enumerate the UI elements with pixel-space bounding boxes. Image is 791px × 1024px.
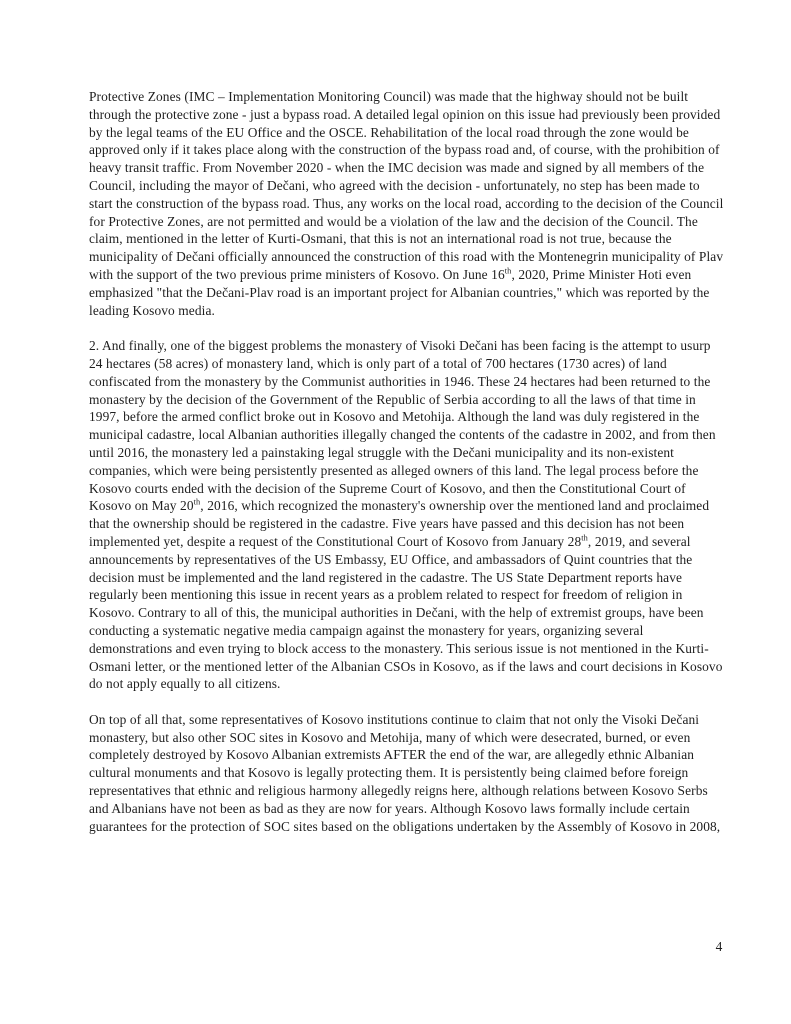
paragraph xyxy=(89,711,724,836)
text-run: , 2020, Prime Minister Hoti even emphasized "that the Dečani-Plav road is an important project for Albanian countries," which was reported by the leading Kosovo media. xyxy=(89,266,710,318)
text-run: , 2016, which recognized the monastery's ownership over the mentioned land and proclaimed that the ownership should be registered in the cadastre. Five years have passed and this decision has not been implemented yet, despite a request of the Constitutional Court of Kosovo from January 28 xyxy=(89,498,710,549)
superscript: th xyxy=(504,266,512,276)
text-run: Protective Zones (IMC – Implementation Monitoring Council) was made that the highway should not be built through the protective zone - just a bypass road. A detailed legal opinion on this issue had previously been provided by the legal teams of the EU Office and the OSCE. Rehabilitation of the local road through the zone would be approved only if it takes place along with the construction of the bypass road and, of course, with the prohibition of heavy transit traffic. From November 2020 - when the IMC decision was made and signed by all members of the Council, including the mayor of Dečani, who agreed with the decision - unfortunately, no step has been made to start the construction of the bypass road. Thus, any works on the local road, according to the decision of the Council for Protective Zones, are not permitted and would be a violation of the law and the decision of the Council. The claim, mentioned in the letter of Kurti-Osmani, that this is not an international road is not true, because the municipality of Dečani officially announced the construction of this road with the Montenegrin municipality of Plav with the support of the two previous prime ministers of Kosovo. On June 16 xyxy=(89,89,724,282)
text-run: , 2019, and several announcements by representatives of the US Embassy, EU Office, and ambassadors of Quint countries that the decision must be implemented and the land registered in the cadastre. The US State Department reports have regularly been mentioning this issue in recent years as a problem related to respect for freedom of religion in Kosovo. Contrary to all of this, the municipal authorities in Dečani, with the help of extremist groups, have been conducting a systematic negative media campaign against the monastery for years, organizing several demonstrations and even trying to block access to the monastery. This serious issue is not mentioned in the Kurti-Osmani letter, or the mentioned letter of the Albanian CSOs in Kosovo, as if the laws and court decisions in Kosovo do not apply equally to all citizens. xyxy=(89,533,723,692)
paragraph xyxy=(89,88,724,319)
superscript: th xyxy=(193,497,201,507)
paragraph xyxy=(89,337,724,693)
text-run: 2. And finally, one of the biggest problems the monastery of Visoki Dečani has been facing is the attempt to usurp 24 hectares (58 acres) of monastery land, which is only part of a total of 700 hectares (1730 acres) of land confiscated from the monastery by the Communist authorities in 1946. These 24 hectares had been returned to the monastery by the decision of the Government of the Republic of Serbia according to all the laws of that time in 1997, before the armed conflict broke out in Kosovo and Metohija. Although the land was duly registered in the municipal cadastre, local Albanian authorities illegally changed the contents of the cadastre in 2002, and from then until 2016, the monastery led a painstaking legal struggle with the Dečani municipality and its non-existent companies, which were being persistently presented as alleged owners of this land. The legal process before the Kosovo courts ended with the decision of the Supreme Court of Kosovo, and then the Constitutional Court of Kosovo on May 20 xyxy=(89,338,716,514)
page-number: 4 xyxy=(715,939,723,954)
page-text xyxy=(89,88,724,835)
text-run: On top of all that, some representatives of Kosovo institutions continue to claim that not only the Visoki Dečani monastery, but also other SOC sites in Kosovo and Metohija, many of which were desecrated, burned, or even completely destroyed by Kosovo Albanian extremists AFTER the end of the war, are allegedly ethnic Albanian cultural monuments and that Kosovo is legally protecting them. It is persistently being claimed before foreign representatives that ethnic and religious harmony allegedly reigns here, although relations between Kosovo Serbs and Albanians have not been as bad as they are now for years. Although Kosovo laws formally include certain guarantees for the protection of SOC sites based on the obligations undertaken by the Assembly of Kosovo in 2008, xyxy=(89,711,721,834)
superscript: th xyxy=(581,533,588,543)
